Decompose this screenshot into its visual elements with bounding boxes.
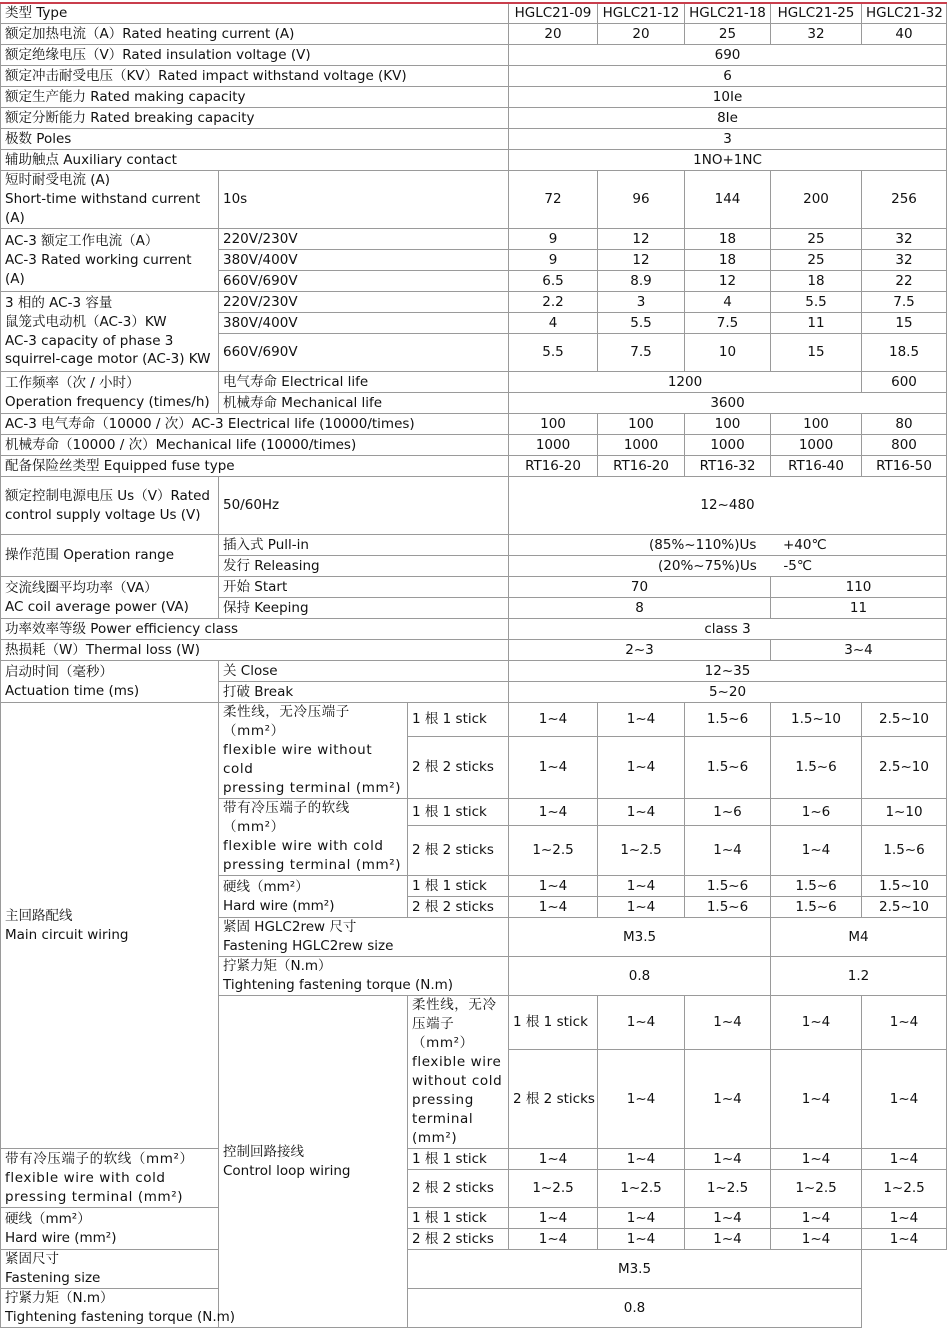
- cell-value: 32: [862, 250, 947, 271]
- row-label: [1, 372, 219, 414]
- stick-count: 1 根 1 stick: [408, 703, 509, 737]
- cell-value: 1000: [509, 435, 598, 456]
- cell-value: 5.5: [598, 313, 685, 334]
- cell-value: 1~4: [771, 1208, 862, 1229]
- cell-value: 1~4: [685, 1050, 771, 1149]
- cell-value: 144: [685, 171, 771, 229]
- stick-count: 1 根 1 stick: [408, 1149, 509, 1170]
- short-time-row: [1, 171, 947, 229]
- control-wiring-row: [1, 1149, 947, 1170]
- cell-value: 32: [862, 229, 947, 250]
- cell-value: 1~4: [598, 876, 685, 897]
- cell-value: 1~4: [685, 996, 771, 1050]
- cell-value: 3600: [509, 393, 947, 414]
- cell-value: M4: [771, 918, 947, 957]
- stick-count: 2 根 2 sticks: [408, 826, 509, 876]
- wire-type-line: 带有冷压端子的软线（mm²）: [5, 1150, 194, 1167]
- control-voltage-row: [1, 477, 947, 535]
- wire-type-line: 带有冷压端子的软线（mm²）: [223, 800, 350, 835]
- wire-type-line: 拧紧力矩（N.m）: [5, 1290, 114, 1306]
- cell-value: 1~4: [509, 897, 598, 918]
- row-label: AC-3 电气寿命（10000 / 次）AC-3 Electrical life (10000/times): [1, 414, 509, 435]
- cell-value: 1~4: [771, 996, 862, 1050]
- wire-type-line: 硬线（mm²）: [5, 1210, 91, 1227]
- cell-value: 690: [509, 45, 947, 66]
- row-label: 机械寿命（10000 / 次）Mechanical life (10000/times): [1, 435, 509, 456]
- cell-value: 70: [509, 577, 771, 598]
- cell-value: 1~4: [685, 1229, 771, 1250]
- row-label: [1, 661, 219, 703]
- cell-value: 15: [862, 313, 947, 334]
- cell-value: 1.5~6: [771, 897, 862, 918]
- cell-value: 1~4: [598, 996, 685, 1050]
- label-cn: AC-3 额定工作电流（A）: [5, 232, 159, 249]
- cell-value: 1~4: [509, 703, 598, 737]
- impact-voltage-row: [1, 66, 947, 87]
- cell-value: 2.5~10: [862, 703, 947, 737]
- cell-value: 1~2.5: [509, 826, 598, 876]
- cell-value: 1~4: [598, 737, 685, 799]
- cell-value: 110: [771, 577, 947, 598]
- cell-value: 1~4: [598, 1149, 685, 1170]
- cell-value: 32: [771, 24, 862, 45]
- wire-type-line: 拧紧力矩（N.m）: [223, 958, 332, 974]
- wire-type-line: 硬线（mm²）: [223, 878, 309, 895]
- condition: 10s: [219, 171, 509, 229]
- cell-value: 1~4: [509, 876, 598, 897]
- model-name: HGLC21-32: [862, 3, 947, 24]
- cell-value: 5.5: [509, 334, 598, 372]
- cell-value: 1~4: [771, 1149, 862, 1170]
- cell-value: 1~4: [509, 1149, 598, 1170]
- control-wiring-row: [1, 1289, 947, 1328]
- row-label: 操作范围 Operation range: [1, 535, 219, 577]
- condition: 220V/230V: [219, 292, 509, 313]
- label-en: AC-3 Rated working current (A): [5, 251, 192, 287]
- cell-value: 18: [685, 229, 771, 250]
- stick-count: 2 根 2 sticks: [408, 737, 509, 799]
- cell-value: 100: [598, 414, 685, 435]
- condition: 电气寿命 Electrical life: [219, 372, 509, 393]
- cell-value: 6.5: [509, 271, 598, 292]
- model-name: HGLC21-09: [509, 3, 598, 24]
- actuation-row: [1, 661, 947, 682]
- cell-value: 1~4: [509, 1208, 598, 1229]
- cell-value: 1~4: [771, 1050, 862, 1149]
- label-en: Short-time withstand current (A): [5, 191, 201, 226]
- cell-value: 1~2.5: [685, 1170, 771, 1208]
- cell-value: 600: [862, 372, 947, 393]
- spec-table: [0, 2, 947, 1328]
- wire-type: [219, 703, 408, 799]
- label-line: squirrel-cage motor (AC-3) KW: [5, 351, 211, 368]
- cell-value: 7.5: [598, 334, 685, 372]
- cell-value: 12: [685, 271, 771, 292]
- label-cn: 交流线圈平均功率（VA）: [5, 579, 158, 596]
- cell-value: 2.2: [509, 292, 598, 313]
- cell-value: 1~4: [598, 1229, 685, 1250]
- wire-type-line: Tightening fastening torque (N.m): [5, 1309, 236, 1325]
- cell-value: 1~4: [598, 799, 685, 826]
- row-label: 热损耗（W）Thermal loss (W): [1, 640, 509, 661]
- wire-type-line: pressing terminal (mm²): [5, 1188, 184, 1205]
- cell-value: 9: [509, 229, 598, 250]
- label-line: 3 相的 AC-3 容量: [5, 295, 113, 312]
- range-value: (20%~75%)Us: [658, 557, 757, 574]
- wire-type: [1, 1149, 219, 1208]
- cell-value: 1.5~6: [685, 876, 771, 897]
- label-cn: 工作频率（次 / 小时）: [5, 374, 140, 391]
- model-name: HGLC21-18: [685, 3, 771, 24]
- thermal-loss-row: [1, 640, 947, 661]
- cell-value: 25: [771, 250, 862, 271]
- condition: 220V/230V: [219, 229, 509, 250]
- cell-value: 1.5~10: [771, 703, 862, 737]
- cell-value: 1~4: [685, 1208, 771, 1229]
- wire-type-line: flexible wire without cold: [412, 1054, 503, 1089]
- ac3-capacity-row: [1, 292, 947, 313]
- cell-value: 1~6: [771, 799, 862, 826]
- cell-value: 1~4: [598, 703, 685, 737]
- cell-value: 15: [771, 334, 862, 372]
- label-line: 鼠笼式电动机（AC-3）KW: [5, 313, 167, 330]
- stick-count: 1 根 1 stick: [509, 996, 598, 1050]
- cell-value: 18: [685, 250, 771, 271]
- row-label: 额定分断能力 Rated breaking capacity: [1, 108, 509, 129]
- cell-value: 1~10: [862, 799, 947, 826]
- wire-type: [219, 957, 509, 996]
- wire-type-line: Tightening fastening torque (N.m): [223, 977, 454, 993]
- cell-value: 1000: [598, 435, 685, 456]
- cell-value: RT16-20: [509, 456, 598, 477]
- label-en: AC coil average power (VA): [5, 598, 189, 615]
- wire-type-line: 柔性线，无冷压端子（mm²）: [412, 997, 497, 1051]
- heating-current-row: [1, 24, 947, 45]
- label-line: AC-3 capacity of phase 3: [5, 332, 174, 349]
- wire-type-line: 紧固 HGLC2rew 尺寸: [223, 919, 357, 935]
- temperature-value: -5℃: [783, 557, 813, 574]
- wire-type: [1, 1250, 408, 1289]
- cell-value: 10: [685, 334, 771, 372]
- stick-count: 2 根 2 sticks: [408, 897, 509, 918]
- cell-value: RT16-40: [771, 456, 862, 477]
- wire-type-line: Hard wire (mm²): [5, 1229, 117, 1246]
- wire-type-line: flexible wire with cold: [223, 838, 384, 854]
- condition: 380V/400V: [219, 250, 509, 271]
- wire-type-line: Fastening size: [5, 1270, 101, 1286]
- row-label: 配备保险丝类型 Equipped fuse type: [1, 456, 509, 477]
- fuse-row: [1, 456, 947, 477]
- cell-value: RT16-32: [685, 456, 771, 477]
- cell-value: 2.5~10: [862, 737, 947, 799]
- wire-type-line: 紧固尺寸: [5, 1251, 59, 1267]
- cell-value: 1~4: [771, 826, 862, 876]
- cell-value: 8: [509, 598, 771, 619]
- cell-value: 1~4: [509, 737, 598, 799]
- wire-type: [1, 1289, 408, 1328]
- cell-value: 8.9: [598, 271, 685, 292]
- cell-value: 4: [685, 292, 771, 313]
- row-label: [1, 292, 219, 372]
- row-label: [1, 229, 219, 292]
- cell-value: 100: [685, 414, 771, 435]
- main-wiring-row: [1, 703, 947, 737]
- control-wiring-row: [1, 1250, 947, 1289]
- cell-value: 1.5~10: [862, 876, 947, 897]
- row-label: 辅助触点 Auxiliary contact: [1, 150, 509, 171]
- wire-type-line: 柔性线，无冷压端子（mm²）: [223, 704, 350, 739]
- stick-count: 1 根 1 stick: [408, 1208, 509, 1229]
- cell-value: 18: [771, 271, 862, 292]
- cell-value: 1~4: [598, 1050, 685, 1149]
- cell-value: 1~2.5: [598, 1170, 685, 1208]
- cell-value: 12: [598, 250, 685, 271]
- condition: 插入式 Pull-in: [219, 535, 509, 556]
- cell-value: class 3: [509, 619, 947, 640]
- temperature-value: +40℃: [782, 536, 827, 553]
- cell-value: 1.5~6: [685, 897, 771, 918]
- cell-value: 1~4: [598, 897, 685, 918]
- cell-value: 200: [771, 171, 862, 229]
- cell-value: RT16-50: [862, 456, 947, 477]
- cell-value: 4: [509, 313, 598, 334]
- row-label: 额定生产能力 Rated making capacity: [1, 87, 509, 108]
- model-name: HGLC21-25: [771, 3, 862, 24]
- wire-type-line: flexible wire without cold: [223, 742, 373, 777]
- wire-type-line: Fastening HGLC2rew size: [223, 938, 394, 954]
- wire-type-line: pressing terminal (mm²): [223, 780, 402, 796]
- model-name: HGLC21-12: [598, 3, 685, 24]
- making-capacity-row: [1, 87, 947, 108]
- stick-count: 1 根 1 stick: [408, 876, 509, 897]
- cell-value: 1000: [685, 435, 771, 456]
- wire-type: [219, 918, 509, 957]
- condition: 保持 Keeping: [219, 598, 509, 619]
- ac3-current-row: [1, 229, 947, 250]
- label-en: Actuation time (ms): [5, 682, 140, 699]
- label-cn: 启动时间（毫秒）: [5, 663, 113, 680]
- row-label: [1, 171, 219, 229]
- cell-value: 1~2.5: [771, 1170, 862, 1208]
- cell-value: 1~4: [685, 826, 771, 876]
- cell-value: 256: [862, 171, 947, 229]
- header-label: 类型 Type: [1, 3, 509, 24]
- wire-type-line: pressing terminal (mm²): [223, 857, 402, 873]
- cell-value: 3: [509, 129, 947, 150]
- cell-value: 11: [771, 313, 862, 334]
- cell-value: 1~2.5: [862, 1170, 947, 1208]
- cell-value: 1~4: [862, 1229, 947, 1250]
- aux-contact-row: [1, 150, 947, 171]
- cell-value: 1~4: [862, 1050, 947, 1149]
- header-row: [1, 3, 947, 24]
- cell-value: 0.8: [408, 1289, 862, 1328]
- cell-value: [509, 556, 947, 577]
- cell-value: 1~4: [862, 996, 947, 1050]
- cell-value: 40: [862, 24, 947, 45]
- cell-value: 6: [509, 66, 947, 87]
- row-label: 额定控制电源电压 Us（V）Rated control supply voltage Us (V): [1, 477, 219, 535]
- stick-count: 2 根 2 sticks: [509, 1050, 598, 1149]
- stick-count: 2 根 2 sticks: [408, 1229, 509, 1250]
- cell-value: 7.5: [685, 313, 771, 334]
- condition: 机械寿命 Mechanical life: [219, 393, 509, 414]
- label-en: Main circuit wiring: [5, 926, 129, 943]
- label-cn: 控制回路接线: [223, 1143, 304, 1160]
- cell-value: 1.5~6: [771, 737, 862, 799]
- cell-value: 12~35: [509, 661, 947, 682]
- stick-count: 2 根 2 sticks: [408, 1170, 509, 1208]
- cell-value: 1~2.5: [509, 1170, 598, 1208]
- cell-value: 5~20: [509, 682, 947, 703]
- cell-value: 800: [862, 435, 947, 456]
- condition: 50/60Hz: [219, 477, 509, 535]
- cell-value: [509, 535, 947, 556]
- label-cn: 短时耐受电流 (A): [5, 172, 111, 188]
- cell-value: 3~4: [771, 640, 947, 661]
- cell-value: 72: [509, 171, 598, 229]
- insulation-voltage-row: [1, 45, 947, 66]
- cell-value: 80: [862, 414, 947, 435]
- row-label: [1, 703, 219, 1149]
- cell-value: 11: [771, 598, 947, 619]
- cell-value: 25: [685, 24, 771, 45]
- cell-value: 20: [509, 24, 598, 45]
- stick-count: 1 根 1 stick: [408, 799, 509, 826]
- wire-type: [408, 996, 509, 1149]
- row-label: 功率效率等级 Power efficiency class: [1, 619, 509, 640]
- poles-row: [1, 129, 947, 150]
- cell-value: 1NO+1NC: [509, 150, 947, 171]
- cell-value: 1~2.5: [598, 826, 685, 876]
- cell-value: 1.5~6: [771, 876, 862, 897]
- cell-value: 100: [771, 414, 862, 435]
- cell-value: 12: [598, 229, 685, 250]
- row-label: 额定冲击耐受电压（KV）Rated impact withstand voltage (KV): [1, 66, 509, 87]
- cell-value: 2.5~10: [862, 897, 947, 918]
- cell-value: 96: [598, 171, 685, 229]
- control-wiring-row: [1, 1208, 947, 1229]
- cell-value: 20: [598, 24, 685, 45]
- cell-value: 1~4: [862, 1208, 947, 1229]
- cell-value: 1200: [509, 372, 862, 393]
- wire-type-line: pressing terminal (mm²): [412, 1092, 474, 1146]
- condition: 660V/690V: [219, 271, 509, 292]
- cell-value: 1.5~6: [862, 826, 947, 876]
- coil-power-row: [1, 577, 947, 598]
- condition: 380V/400V: [219, 313, 509, 334]
- cell-value: 1~4: [598, 1208, 685, 1229]
- row-label: 额定绝缘电压（V）Rated insulation voltage (V): [1, 45, 509, 66]
- cell-value: 1~4: [509, 1229, 598, 1250]
- cell-value: 1~4: [509, 799, 598, 826]
- cell-value: 22: [862, 271, 947, 292]
- condition: 660V/690V: [219, 334, 509, 372]
- cell-value: 12~480: [509, 477, 947, 535]
- mechanical-life-row: [1, 435, 947, 456]
- efficiency-row: [1, 619, 947, 640]
- label-en: Control loop wiring: [223, 1162, 351, 1179]
- condition: 开始 Start: [219, 577, 509, 598]
- wire-type-line: Hard wire (mm²): [223, 897, 335, 914]
- wire-type: [1, 1208, 219, 1250]
- cell-value: 10Ie: [509, 87, 947, 108]
- condition: 发行 Releasing: [219, 556, 509, 577]
- condition: 打破 Break: [219, 682, 509, 703]
- cell-value: 1.5~6: [685, 703, 771, 737]
- cell-value: 1~6: [685, 799, 771, 826]
- row-label: 极数 Poles: [1, 129, 509, 150]
- cell-value: 2~3: [509, 640, 771, 661]
- label-en: Operation frequency (times/h): [5, 393, 210, 410]
- cell-value: 1~4: [771, 1229, 862, 1250]
- breaking-capacity-row: [1, 108, 947, 129]
- cell-value: 7.5: [862, 292, 947, 313]
- cell-value: RT16-20: [598, 456, 685, 477]
- cell-value: 1000: [771, 435, 862, 456]
- cell-value: 100: [509, 414, 598, 435]
- cell-value: 0.8: [509, 957, 771, 996]
- ac3-electrical-life-row: [1, 414, 947, 435]
- range-value: (85%~110%)Us: [649, 536, 757, 553]
- row-label: 额定加热电流（A）Rated heating current (A): [1, 24, 509, 45]
- cell-value: 3: [598, 292, 685, 313]
- cell-value: 1~4: [685, 1149, 771, 1170]
- cell-value: 1.2: [771, 957, 947, 996]
- cell-value: 18.5: [862, 334, 947, 372]
- op-range-row: [1, 535, 947, 556]
- cell-value: 1~4: [862, 1149, 947, 1170]
- cell-value: M3.5: [408, 1250, 862, 1289]
- wire-type-line: flexible wire with cold: [5, 1169, 166, 1186]
- row-label: [1, 577, 219, 619]
- wire-type: [219, 876, 408, 918]
- cell-value: M3.5: [509, 918, 771, 957]
- op-frequency-row: [1, 372, 947, 393]
- cell-value: 8Ie: [509, 108, 947, 129]
- cell-value: 5.5: [771, 292, 862, 313]
- cell-value: 9: [509, 250, 598, 271]
- label-cn: 主回路配线: [5, 907, 73, 924]
- cell-value: 1.5~6: [685, 737, 771, 799]
- condition: 关 Close: [219, 661, 509, 682]
- wire-type: [219, 799, 408, 876]
- cell-value: 25: [771, 229, 862, 250]
